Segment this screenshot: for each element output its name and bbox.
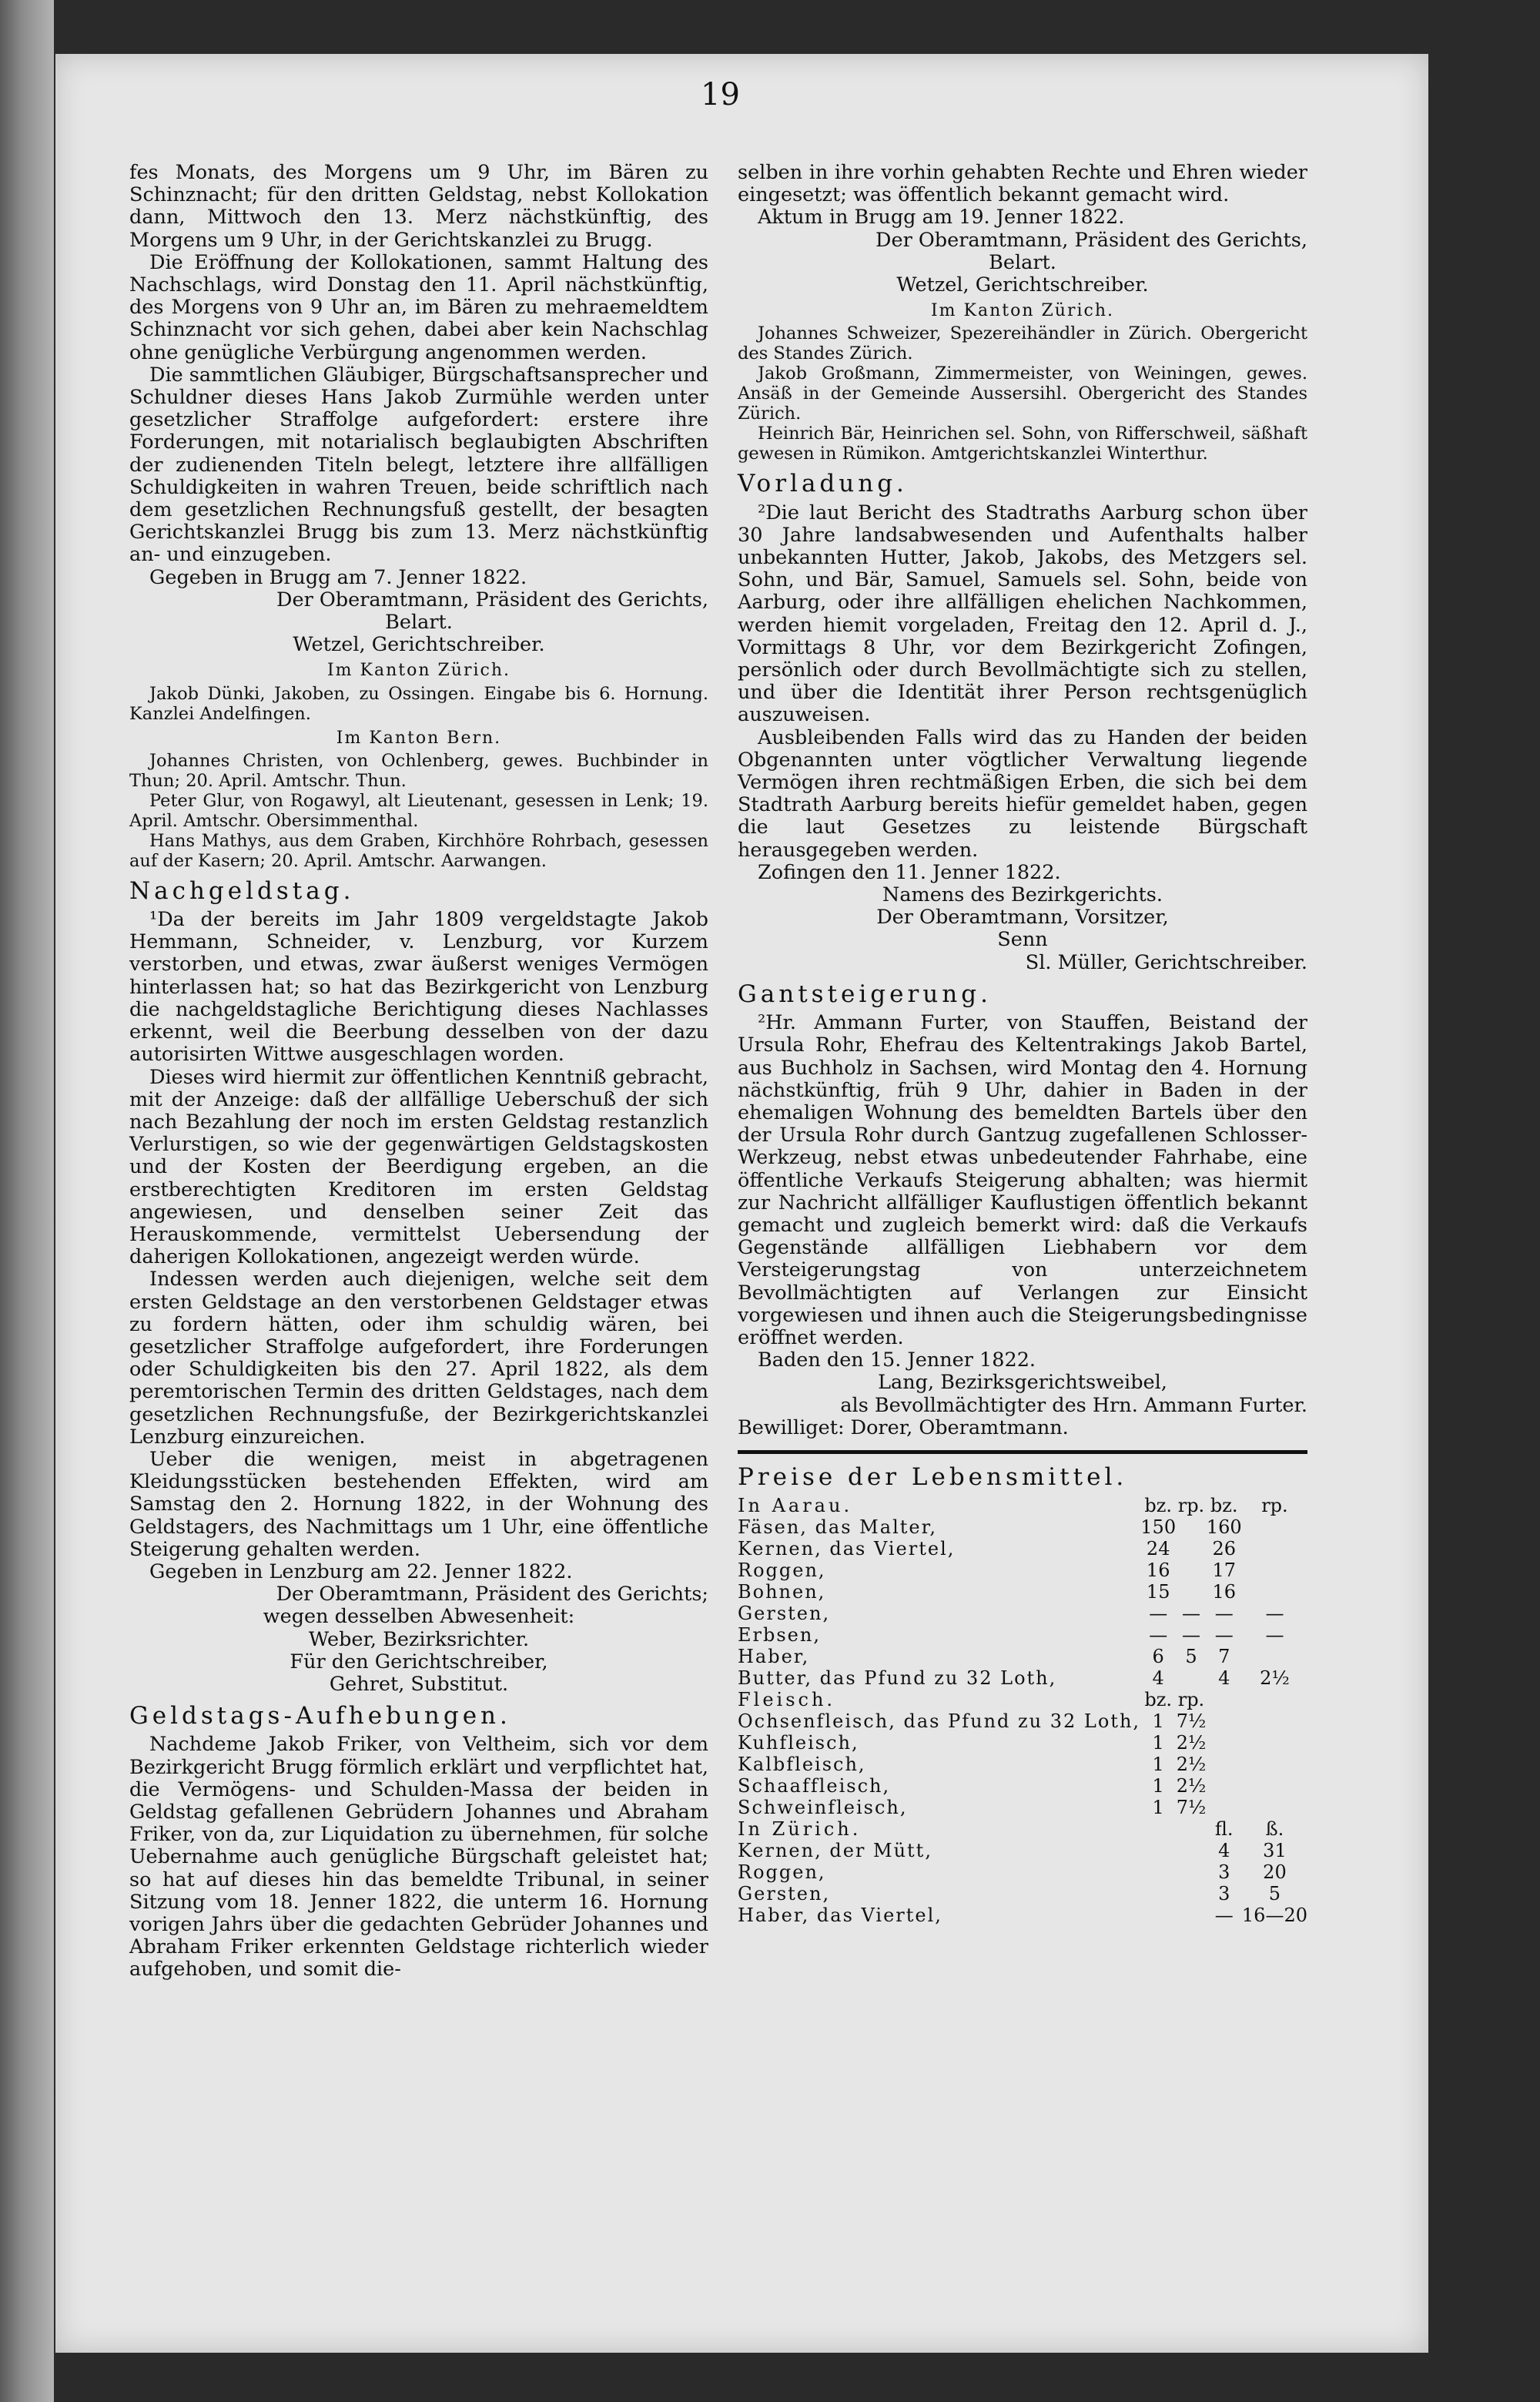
paragraph: ²Die laut Bericht des Stadtraths Aarburg schon über 30 Jahre landsabwesenden und Aufenthalts halber unbekannten Hutter, Jakob, Jakobs, des Metzgers sel. Sohn, und Bär, Samuel, Samuels sel. Sohn, beide von Aarburg, oder ihre allfälligen ehelichen Nachkommen, werden hiemit vorgeladen, Freitag den 12. April d. J., Vormittags 8 Uhr, vor dem Bezirkgericht Zofingen, persönlich oder durch Bevollmächtigte sich zu stellen, und über die Identität ihrer Person rechtsgenüglich auszuweisen.: [738, 501, 1307, 727]
paragraph: Ausbleibenden Falls wird das zu Handen der beiden Obgenannten unter vögtlicher Verwaltung liegende Vermögen ihren rechtmäßigen Erben, die sich bei dem Stadtrath Aarburg bereits hiefür gemeldet haben, gegen die laut Gesetzes zu leistende Bürgschaft herausgegeben werden.: [738, 725, 1307, 862]
notice-entry: Heinrich Bär, Heinrichen sel. Sohn, von Rifferschweil, säßhaft gewesen in Rümikon. Amtgerichtskanzlei Winterthur.: [738, 424, 1307, 464]
price-value: [1242, 1559, 1307, 1581]
price-row: [738, 1861, 1307, 1883]
paragraph: Nachdeme Jakob Friker, von Veltheim, sich vor dem Bezirkgericht Brugg förmlich erklärt und verpflichtet hat, die Vermögens- und Schulden-Massa der beiden in Geldstag gefallenen Gebrüdern Johannes und Abraham Friker, von da, zur Liquidation zu übernehmen, für solche Uebernahme auch genügliche Bürgschaft geleistet hat; so hat auf dieses hin das bemeldte Tribunal, in seiner Sitzung vom 18. Jenner 1822, die unterm 16. Hornung vorigen Jahrs über die gedachten Gebrüder Johannes und Abraham Friker erkennten Geldstage richterlich wieder aufgehoben, und somit die-: [129, 1733, 708, 1982]
price-item-label: Kernen, das Viertel,: [738, 1538, 956, 1560]
price-spacer: [1140, 1818, 1176, 1840]
price-value: [1176, 1667, 1206, 1689]
price-column-header: ß.: [1265, 1818, 1284, 1841]
price-spacer: [1140, 1861, 1176, 1883]
date-line: Aktum in Brugg am 19. Jenner 1822.: [758, 206, 1125, 229]
price-row: [738, 1905, 1307, 1926]
signature-line: Der Oberamtmann, Präsident des Gerichts;: [276, 1583, 708, 1606]
price-value: [1242, 1538, 1307, 1559]
price-item-label: Bohnen,: [738, 1581, 826, 1603]
price-value: 31: [1263, 1840, 1287, 1862]
price-spacer: [1242, 1710, 1307, 1732]
price-value: 2½: [1176, 1732, 1207, 1754]
price-row: [738, 1840, 1307, 1861]
price-table-header-row: [738, 1689, 1307, 1710]
paragraph: fes Monats, des Morgens um 9 Uhr, im Bären zu Schinznacht; für den dritten Geldstag, nebst Kollokation dann, Mittwoch den 13. Merz nächstkünftig, des Morgens um 9 Uhr, in der Gerichtskanzlei zu Brugg.: [129, 161, 708, 252]
price-spacer: [1176, 1818, 1206, 1840]
notice-entry: Jakob Großmann, Zimmermeister, von Weiningen, gewes. Ansäß in der Gemeinde Aussersihl. Obergericht des Standes Zürich.: [738, 363, 1307, 424]
paragraph: selben in ihre vorhin gehabten Rechte und Ehren wieder eingesetzt; was öffentlich bekannt gemacht wird.: [738, 161, 1307, 207]
page-number: 19: [701, 77, 740, 112]
price-row: [738, 1732, 1307, 1754]
price-value: 6: [1152, 1646, 1164, 1668]
price-item-label: Kalbfleisch,: [738, 1754, 866, 1776]
price-item-label: Schweinfleisch,: [738, 1797, 908, 1819]
price-value: 17: [1212, 1559, 1236, 1582]
price-spacer: [1207, 1710, 1242, 1732]
price-value: 4: [1218, 1667, 1230, 1690]
price-item-label: Butter, das Pfund zu 32 Loth,: [738, 1667, 1057, 1690]
prices-title: Preise der Lebensmittel.: [738, 1462, 1128, 1491]
price-value: 7½: [1176, 1710, 1207, 1733]
signature-line: Weber, Bezirksrichter.: [308, 1627, 530, 1651]
price-value: [1176, 1581, 1206, 1603]
price-spacer: [1176, 1861, 1206, 1883]
price-value: 16—20: [1241, 1905, 1307, 1927]
price-item-label: Ochsenfleisch, das Pfund zu 32 Loth,: [738, 1710, 1141, 1733]
price-value: 5: [1185, 1646, 1197, 1668]
paragraph: Indessen werden auch diejenigen, welche seit dem ersten Geldstage an den verstorbenen Geldstager etwas zu fordern hätten, oder ihm schuldig wären, bei gesetzlicher Straffolge aufgefordert, ihre Forderungen oder Schuldigkeiten bis den 27. April 1822, als dem peremtorischen Termin des dritten Geldstages, nach dem gesetzlichen Rechnungsfuße, der Bezirkgerichtskanzlei Lenzburg einzureichen.: [129, 1268, 708, 1449]
paragraph: Ueber die wenigen, meist in abgetragenen Kleidungsstücken bestehenden Effekten, wird am Samstag den 2. Hornung 1822, in der Wohnung des Geldstagers, des Nachmittags um 1 Uhr, eine öffentliche Steigerung gehalten werden.: [129, 1447, 708, 1561]
price-column-header: bz.: [1144, 1495, 1173, 1517]
price-value: 15: [1146, 1581, 1170, 1603]
price-column-header: fl.: [1214, 1818, 1234, 1841]
price-row: [738, 1516, 1307, 1538]
price-column-header: rp.: [1177, 1689, 1205, 1711]
paragraph: ²Hr. Ammann Furter, von Stauffen, Beistand der Ursula Rohr, Ehefrau des Keltentrakings Jakob Bartel, aus Buchholz in Sachsen, wird Montag den 4. Hornung nächstkünftig, früh 9 Uhr, dahier in Baden in der ehemaligen Wohnung des bemeldten Bartels über den der Ursula Rohr durch Gantzug zugefallenen Schlosser-Werkzeug, nebst etwas unbedeutender Fahrhabe, eine öffentliche Verkaufs Steigerung abhalten; was hiermit zur Nachricht allfälliger Kauflustigen öffentlich bekannt gemacht und zugleich bemerkt wird: daß die Verkaufs Gegenstände allfälligen Liebhabern vor dem Versteigerungstag von unterzeichnetem Bevollmächtigten auf Verlangen zur Einsicht vorgewiesen und ihnen auch die Steigerungsbedingnisse eröffnet werden.: [738, 1011, 1307, 1349]
price-spacer: [1242, 1689, 1307, 1710]
price-value: 2½: [1176, 1754, 1207, 1776]
price-row: [738, 1883, 1307, 1905]
canton-heading: Im Kanton Zürich.: [326, 661, 511, 681]
canton-heading: Im Kanton Zürich.: [930, 301, 1114, 321]
signature-line: Senn: [997, 928, 1048, 952]
price-item-label: Fäsen, das Malter,: [738, 1516, 938, 1539]
price-value: 1: [1152, 1754, 1164, 1776]
price-value: 24: [1146, 1538, 1170, 1560]
price-value: [1242, 1516, 1307, 1538]
canton-heading: Im Kanton Bern.: [336, 728, 502, 748]
price-column-header: rp.: [1177, 1495, 1205, 1517]
price-spacer: [1207, 1775, 1242, 1797]
price-value: 2½: [1260, 1667, 1290, 1690]
section-heading: Geldstags-Aufhebungen.: [129, 1702, 511, 1730]
price-value: 16: [1212, 1581, 1236, 1603]
date-line: Zofingen den 11. Jenner 1822.: [758, 860, 1061, 884]
price-value: —: [1214, 1905, 1234, 1927]
price-value: 160: [1206, 1516, 1242, 1539]
price-spacer: [1242, 1775, 1307, 1797]
notice-entry: Johannes Schweizer, Spezereihändler in Zürich. Obergericht des Standes Zürich.: [738, 323, 1307, 364]
signature-line: Der Oberamtmann, Präsident des Gerichts,: [276, 588, 708, 611]
price-value: 5: [1268, 1883, 1281, 1905]
price-table-header-row: [738, 1818, 1307, 1840]
price-item-label: Kuhfleisch,: [738, 1732, 859, 1754]
section-heading: Gantsteigerung.: [738, 980, 992, 1008]
price-value: 7: [1218, 1646, 1230, 1668]
price-row: [738, 1538, 1307, 1559]
price-value: —: [1181, 1603, 1200, 1625]
book-spine: [0, 0, 54, 2402]
signature-line: Belart.: [385, 611, 453, 635]
price-value: [1176, 1538, 1206, 1559]
price-value: [1176, 1559, 1206, 1581]
price-spacer: [1176, 1905, 1206, 1926]
signature-line: Der Oberamtmann, Präsident des Gerichts,: [875, 228, 1307, 252]
signature-line: Bewilliget: Dorer, Oberamtmann.: [738, 1415, 1069, 1439]
price-column-header: rp.: [1261, 1495, 1288, 1517]
price-row: [738, 1581, 1307, 1603]
price-row: [738, 1624, 1307, 1646]
price-value: 150: [1140, 1516, 1177, 1539]
notice-entry: Peter Glur, von Rogawyl, alt Lieutenant, gesessen in Lenk; 19. April. Amtschr. Obersimmenthal.: [129, 790, 708, 831]
section-heading: Vorladung.: [738, 470, 908, 498]
paragraph: Die sammtlichen Gläubiger, Bürgschaftsansprecher und Schuldner dieses Hans Jakob Zurmühle werden unter gesetzlicher Straffolge aufgefordert: erstere ihre Forderungen, mit notarialisch beglaubigten Abschriften der zudienenden Titeln belegt, letztere ihre allfälligen Schuldigkeiten in wahren Treuen, beide schriftlich nach dem gesetzlichen Rechnungsfuß gestellt, der besagten Gerichtskanzlei Brugg bis zum 13. Merz nächstkünftig an- und einzugeben.: [129, 363, 708, 567]
price-item-label: Schaaffleisch,: [738, 1775, 891, 1797]
notice-entry: Johannes Christen, von Ochlenberg, gewes. Buchbinder in Thun; 20. April. Amtschr. Thun.: [129, 750, 708, 791]
left-column: [129, 162, 708, 1982]
price-item-label: Roggen,: [738, 1559, 826, 1582]
notice-entry: Hans Mathys, aus dem Graben, Kirchhöre Rohrbach, gesessen auf der Kasern; 20. April. Amtschr. Aarwangen.: [129, 830, 708, 871]
price-row: [738, 1667, 1307, 1689]
price-value: —: [1181, 1624, 1200, 1647]
price-row: [738, 1559, 1307, 1581]
section-divider: [738, 1450, 1307, 1454]
price-item-label: Gersten,: [738, 1603, 831, 1625]
price-row: [738, 1797, 1307, 1818]
price-item-label: Gersten,: [738, 1883, 831, 1905]
price-spacer: [1176, 1883, 1206, 1905]
price-value: 4: [1218, 1840, 1230, 1862]
price-subheading: In Aarau.: [738, 1495, 853, 1517]
price-spacer: [1207, 1732, 1242, 1754]
price-spacer: [1140, 1905, 1176, 1926]
price-spacer: [1207, 1754, 1242, 1775]
date-line: Gegeben in Brugg am 7. Jenner 1822.: [149, 565, 527, 589]
price-column-header: bz.: [1210, 1495, 1238, 1517]
price-value: [1242, 1646, 1307, 1667]
price-row: [738, 1775, 1307, 1797]
paragraph: ¹Da der bereits im Jahr 1809 vergeldstagte Jakob Hemmann, Schneider, v. Lenzburg, vor Kurzem verstorben, und etwas, zwar äußerst weniges Vermögen hinterlassen hat; so hat das Bezirkgericht von Lenzburg die nachgeldstagliche Berichtigung dieses Nachlasses erkennt, weil die Beerbung desselben von der dazu autorisirten Wittwe ausgeschlagen worden.: [129, 908, 708, 1067]
price-value: 1: [1152, 1775, 1164, 1797]
price-table: [738, 1495, 1307, 1926]
price-value: 3: [1218, 1883, 1230, 1905]
signature-line: Namens des Bezirkgerichts.: [882, 883, 1163, 907]
price-value: 1: [1152, 1732, 1164, 1754]
right-column: [738, 162, 1307, 1926]
price-item-label: Haber,: [738, 1646, 810, 1668]
price-item-label: Haber, das Viertel,: [738, 1905, 942, 1927]
price-value: 4: [1152, 1667, 1164, 1690]
price-spacer: [1140, 1883, 1176, 1905]
signature-line: Wetzel, Gerichtschreiber.: [293, 633, 545, 657]
price-value: —: [1149, 1624, 1168, 1647]
signature-line: Lang, Bezirksgerichtsweibel,: [878, 1371, 1167, 1395]
price-table-header-row: [738, 1495, 1307, 1516]
signature-line: wegen desselben Abwesenheit:: [263, 1605, 575, 1629]
price-value: —: [1265, 1624, 1284, 1647]
price-value: —: [1214, 1624, 1234, 1647]
signature-line: Sl. Müller, Gerichtschreiber.: [1025, 950, 1307, 974]
price-value: —: [1265, 1603, 1284, 1625]
paragraph: Dieses wird hiermit zur öffentlichen Kenntniß gebracht, mit der Anzeige: daß der allfällige Ueberschuß der sich nach Bezahlung der noch im ersten Geldstag restanzlich Verlurstigen, so wie der gegenwärtigen Geldstagskosten und der Kosten der Beerdigung ergeben, an die erstberechtigten Kreditoren im ersten Geldstag angewiesen, und denselben seiner Zeit das Herauskommende, vermittelst Uebersendung der daherigen Kollokationen, angezeigt werden würde.: [129, 1065, 708, 1269]
date-line: Baden den 15. Jenner 1822.: [758, 1348, 1036, 1372]
price-value: 26: [1212, 1538, 1236, 1560]
signature-line: Für den Gerichtschreiber,: [290, 1650, 548, 1673]
signature-line: Wetzel, Gerichtschreiber.: [896, 273, 1149, 297]
signature-line: als Bevollmächtigter des Hrn. Ammann Furter.: [840, 1393, 1307, 1417]
price-item-label: Roggen,: [738, 1861, 826, 1884]
price-value: —: [1149, 1603, 1168, 1625]
paragraph: Die Eröffnung der Kollokationen, sammt Haltung des Nachschlags, wird Donstag den 11. April nächstkünftig, des Morgens von 9 Uhr an, im Bären zu mehraemeldtem Schinznacht vor sich gehen, dabei aber kein Nachschlag ohne genügliche Verbürgung angenommen werden.: [129, 250, 708, 364]
section-heading: Nachgeldstag.: [129, 876, 355, 905]
price-subheading: In Zürich.: [738, 1818, 862, 1841]
price-spacer: [1140, 1840, 1176, 1861]
date-line: Gegeben in Lenzburg am 22. Jenner 1822.: [149, 1559, 573, 1583]
price-row: [738, 1603, 1307, 1624]
price-item-label: Erbsen,: [738, 1624, 821, 1647]
price-subheading: Fleisch.: [738, 1689, 836, 1711]
price-value: —: [1214, 1603, 1234, 1625]
notice-entry: Jakob Dünki, Jakoben, zu Ossingen. Eingabe bis 6. Hornung. Kanzlei Andelfingen.: [129, 683, 708, 724]
signature-line: Belart.: [989, 250, 1056, 274]
price-spacer: [1242, 1754, 1307, 1775]
signature-line: Der Oberamtmann, Vorsitzer,: [876, 906, 1169, 930]
price-value: 1: [1152, 1710, 1164, 1733]
price-row: [738, 1754, 1307, 1775]
price-spacer: [1242, 1797, 1307, 1818]
price-value: 16: [1146, 1559, 1170, 1582]
price-value: 7½: [1176, 1797, 1207, 1819]
price-value: [1176, 1516, 1206, 1538]
price-value: 1: [1152, 1797, 1164, 1819]
price-spacer: [1207, 1689, 1242, 1710]
price-spacer: [1207, 1797, 1242, 1818]
price-column-header: bz.: [1144, 1689, 1173, 1711]
price-row: [738, 1710, 1307, 1732]
price-spacer: [1242, 1732, 1307, 1754]
price-item-label: Kernen, der Mütt,: [738, 1840, 932, 1862]
price-spacer: [1176, 1840, 1206, 1861]
price-value: 20: [1263, 1861, 1287, 1884]
price-row: [738, 1646, 1307, 1667]
price-value: 2½: [1176, 1775, 1207, 1797]
signature-line: Gehret, Substitut.: [329, 1672, 509, 1696]
price-value: 3: [1218, 1861, 1230, 1884]
price-value: [1242, 1581, 1307, 1603]
